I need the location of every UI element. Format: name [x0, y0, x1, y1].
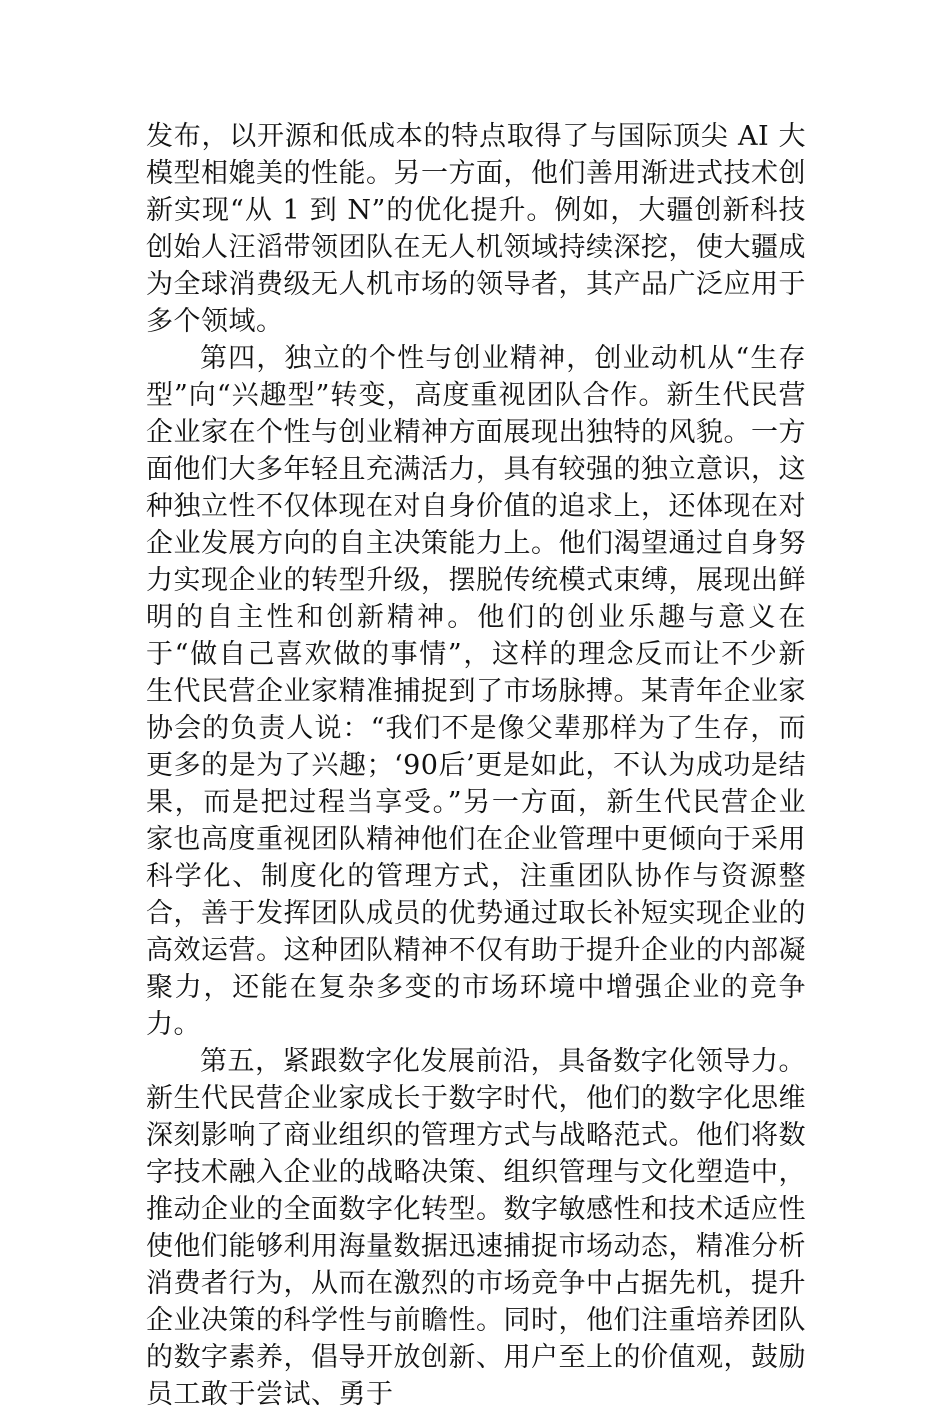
paragraph-fifth: 第五，紧跟数字化发展前沿，具备数字化领导力。新生代民营企业家成长于数字时代，他们的数字化思维深刻影响了商业组织的管理方式与战略范式。他们将数字技术融入企业的战略决策、组织管理与文化塑造中，推动企业的全面数字化转型。数字敏感性和技术适应性使他们能够利用海量数据迅速捕捉市场动态，精准分析消费者行为，从而在激烈的市场竞争中占据先机，提升企业决策的科学性与前瞻性。同时，他们注重培养团队的数字素养，倡导开放创新、用户至上的价值观，鼓励员工敢于尝试、勇于	[146, 1046, 806, 1410]
paragraph-continued: 发布，以开源和低成本的特点取得了与国际顶尖 AI 大模型相媲美的性能。另一方面，他们善用渐进式技术创新实现“从 1 到 N”的优化提升。例如，大疆创新科技创始人汪滔带领团队在无人机领域持续深挖，使大疆成为全球消费级无人机市场的领导者，其产品广泛应用于多个领域。	[146, 121, 806, 337]
document-body	[146, 118, 806, 1413]
paragraph-fourth: 第四，独立的个性与创业精神，创业动机从“生存型”向“兴趣型”转变，高度重视团队合作。新生代民营企业家在个性与创业精神方面展现出独特的风貌。一方面他们大多年轻且充满活力，具有较强的独立意识，这种独立性不仅体现在对自身价值的追求上，还体现在对企业发展方向的自主决策能力上。他们渴望通过自身努力实现企业的转型升级，摆脱传统模式束缚，展现出鲜明的自主性和创新精神。他们的创业乐趣与意义在于“做自己喜欢做的事情”，这样的理念反而让不少新生代民营企业家精准捕捉到了市场脉搏。某青年企业家协会的负责人说：“我们不是像父辈那样为了生存，而更多的是为了兴趣；‘90后’更是如此，不认为成功是结果，而是把过程当享受。”另一方面，新生代民营企业家也高度重视团队精神他们在企业管理中更倾向于采用科学化、制度化的管理方式，注重团队协作与资源整合，善于发挥团队成员的优势通过取长补短实现企业的高效运营。这种团队精神不仅有助于提升企业的内部凝聚力，还能在复杂多变的市场环境中增强企业的竞争力。	[146, 343, 806, 1040]
